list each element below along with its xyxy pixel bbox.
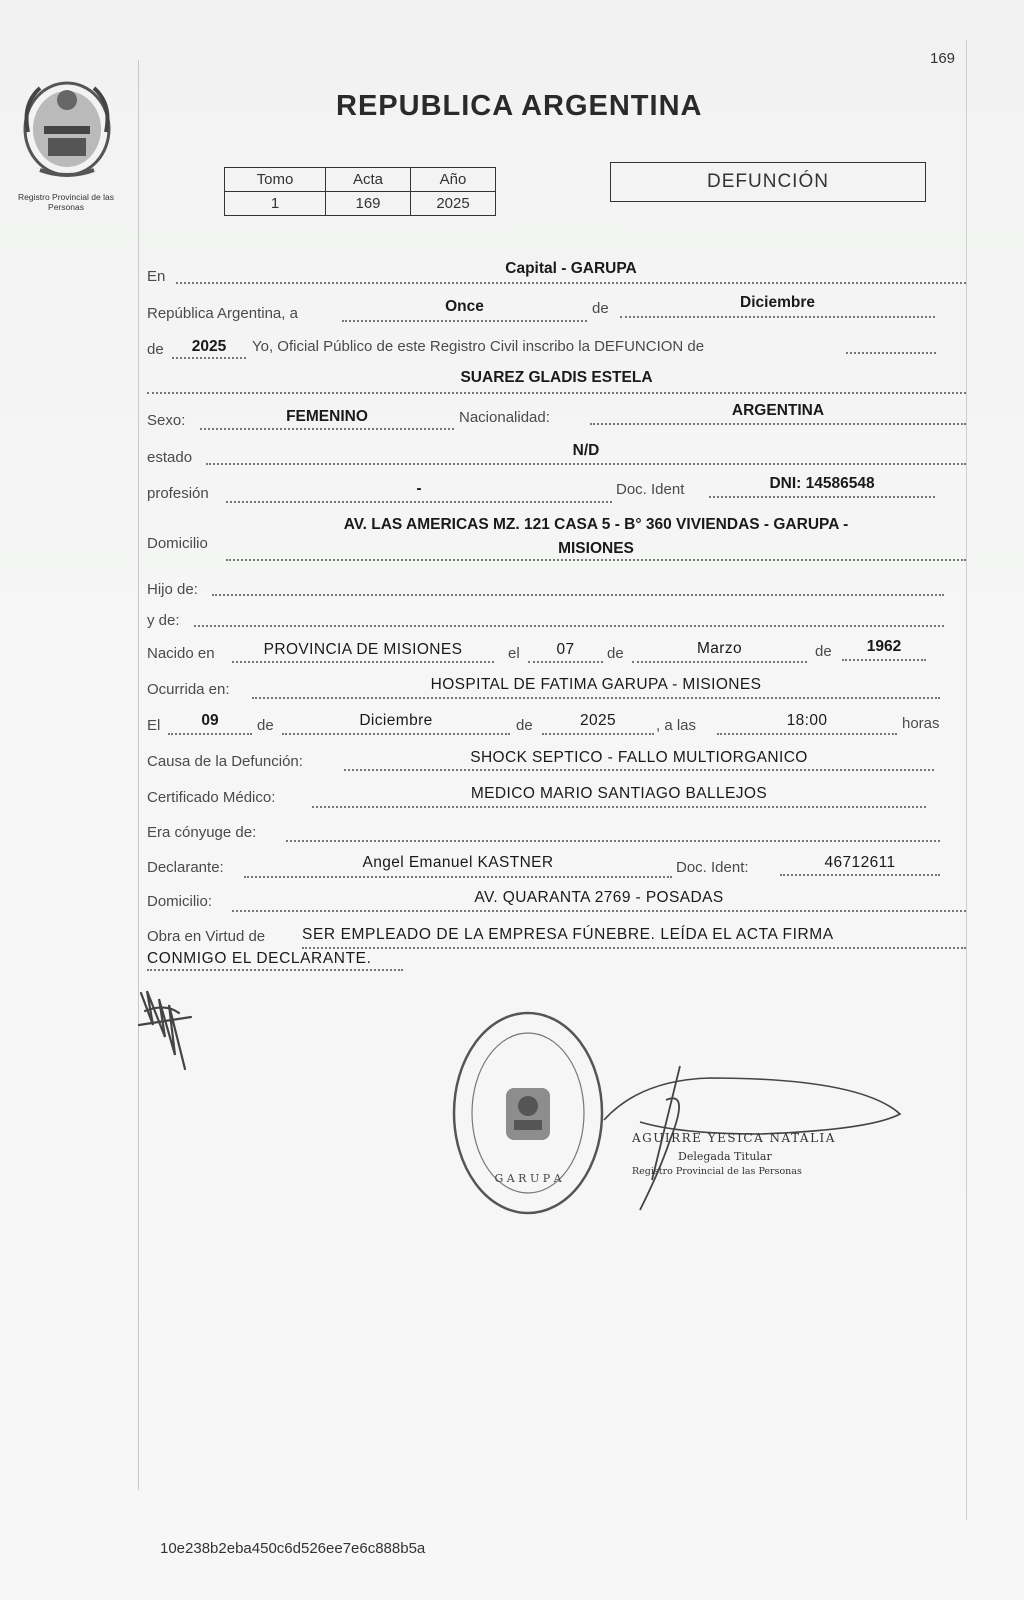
dotted-line [168, 733, 252, 735]
dotted-line [632, 661, 807, 663]
dotted-line [312, 806, 926, 808]
dotted-line [709, 496, 935, 498]
label-de: de [592, 300, 609, 317]
label-y-de: y de: [147, 612, 180, 629]
label-yo: Yo, Oficial Público de este Registro Civil inscribo la DEFUNCION de [252, 338, 705, 355]
label-domicilio: Domicilio [147, 535, 208, 552]
field-ocurrida: HOSPITAL DE FATIMA GARUPA - MISIONES [430, 676, 762, 693]
dotted-line [590, 423, 966, 425]
label-domicilio2: Domicilio: [147, 893, 213, 910]
field-domicilio2: AV. QUARANTA 2769 - POSADAS [474, 889, 724, 906]
document-id: 10e238b2eba450c6d526ee7e6c888b5a [160, 1540, 426, 1557]
dotted-line [302, 947, 966, 949]
label-hijo-de: Hijo de: [147, 581, 198, 598]
document-type-box: DEFUNCIÓN [610, 162, 926, 202]
field-dia: Once [445, 298, 484, 315]
label-el-upper: El [147, 717, 161, 734]
dotted-line [194, 625, 944, 627]
dotted-line [226, 501, 612, 503]
dotted-line [147, 969, 403, 971]
field-domicilio-line2: MISIONES [558, 540, 634, 557]
dotted-line [528, 661, 603, 663]
label-sexo: Sexo: [147, 412, 186, 429]
label-certificado: Certificado Médico: [147, 789, 276, 806]
field-anio: 2025 [191, 338, 227, 355]
page-number: 169 [930, 50, 956, 67]
dotted-line [200, 428, 454, 430]
field-def-hora: 18:00 [786, 712, 828, 729]
dotted-line [172, 357, 246, 359]
declarant-signature-icon [135, 985, 205, 1075]
label-de4: de [815, 643, 832, 660]
dotted-line [717, 733, 897, 735]
dotted-line [286, 840, 940, 842]
provincial-crest-icon [20, 74, 114, 180]
field-nacido-mes: Marzo [696, 640, 743, 657]
dotted-line [232, 661, 494, 663]
field-estado: N/D [572, 442, 600, 459]
field-nombre: SUAREZ GLADIS ESTELA [460, 369, 653, 386]
label-nacionalidad: Nacionalidad: [459, 409, 550, 426]
field-doc-ident: DNI: 14586548 [769, 475, 875, 492]
field-mes: Diciembre [740, 294, 815, 311]
dotted-line [232, 910, 966, 912]
label-en: En [147, 268, 166, 285]
label-de2: de [147, 341, 164, 358]
label-conyuge: Era cónyuge de: [147, 824, 257, 841]
field-declarante: Angel Emanuel KASTNER [362, 854, 554, 871]
dotted-line [342, 320, 587, 322]
dotted-line [620, 316, 935, 318]
field-def-anio: 2025 [579, 712, 617, 729]
dotted-line [206, 463, 966, 465]
label-ocurrida-en: Ocurrida en: [147, 681, 230, 698]
svg-text:G A R U P A: G A R U P A [494, 1172, 562, 1185]
dotted-line [147, 392, 966, 394]
label-doc-ident2: Doc. Ident: [676, 859, 749, 876]
dotted-line [176, 282, 966, 284]
field-nacido-lugar: PROVINCIA DE MISIONES [263, 641, 463, 658]
dotted-line [244, 876, 672, 878]
header-tomo: Tomo [225, 168, 326, 192]
field-sexo: FEMENINO [286, 408, 368, 425]
label-el: el [508, 645, 520, 662]
field-obra-line2: CONMIGO EL DECLARANTE. [147, 950, 372, 967]
field-profesion: - [416, 480, 422, 497]
label-horas: horas [902, 715, 940, 732]
label-profesion: profesión [147, 485, 209, 502]
field-obra-line1: SER EMPLEADO DE LA EMPRESA FÚNEBRE. LEÍDA EL ACTA FIRMA [302, 926, 834, 943]
header-anio: Año [411, 168, 496, 192]
dotted-line [252, 697, 940, 699]
document-title: REPUBLICA ARGENTINA [336, 90, 703, 122]
field-nacido-anio: 1962 [866, 638, 902, 655]
field-certificado: MEDICO MARIO SANTIAGO BALLEJOS [470, 785, 768, 802]
value-anio: 2025 [411, 192, 496, 216]
header-acta: Acta [326, 168, 411, 192]
value-tomo: 1 [225, 192, 326, 216]
dotted-line [846, 352, 936, 354]
dotted-line [780, 874, 940, 876]
label-nacido-en: Nacido en [147, 645, 215, 662]
label-declarante: Declarante: [147, 859, 224, 876]
dotted-line [226, 559, 966, 561]
label-republica: República Argentina, a [147, 305, 298, 322]
field-declarante-doc: 46712611 [824, 854, 896, 871]
label-estado: estado [147, 449, 193, 466]
label-a-las: , a las [656, 717, 697, 734]
field-def-mes: Diciembre [359, 712, 433, 729]
dotted-line [542, 733, 654, 735]
label-causa: Causa de la Defunción: [147, 753, 303, 770]
label-de6: de [516, 717, 533, 734]
field-nacido-dia: 07 [556, 641, 575, 658]
field-lugar: Capital - GARUPA [505, 260, 637, 277]
label-de5: de [257, 717, 274, 734]
value-acta: 169 [326, 192, 411, 216]
dotted-line [282, 733, 510, 735]
dotted-line [842, 659, 926, 661]
label-obra: Obra en Virtud de [147, 928, 266, 945]
registry-table [224, 167, 496, 216]
field-def-dia: 09 [201, 712, 219, 729]
field-domicilio-line1: AV. LAS AMERICAS MZ. 121 CASA 5 - B° 360 VIVIENDAS - GARUPA - [343, 516, 849, 533]
official-seal-icon [450, 1008, 606, 1218]
label-doc-ident: Doc. Ident [616, 481, 685, 498]
dotted-line [212, 594, 944, 596]
field-causa: SHOCK SEPTICO - FALLO MULTIORGANICO [470, 749, 808, 766]
field-nacionalidad: ARGENTINA [731, 402, 825, 419]
official-name: AGUIRRE YESICA NATALIA [632, 1131, 836, 1145]
label-de3: de [607, 645, 624, 662]
official-role: Delegada Titular [678, 1150, 772, 1163]
dotted-line [344, 769, 934, 771]
crest-caption: Registro Provincial de las Personas [18, 192, 114, 212]
official-org: Registro Provincial de las Personas [632, 1166, 802, 1177]
